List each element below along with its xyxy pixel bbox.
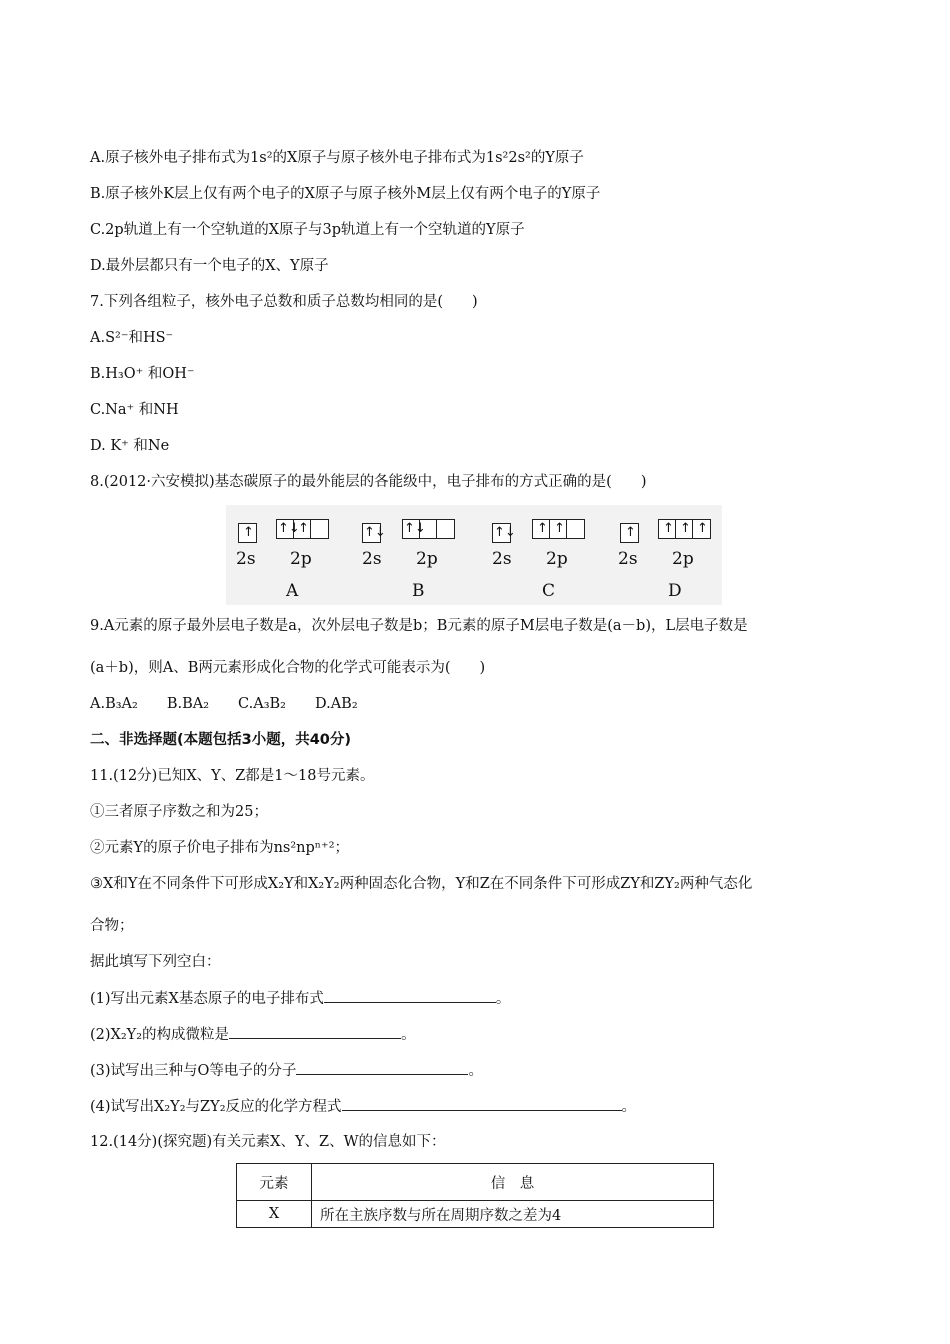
electron-arrow: ↑	[697, 521, 708, 536]
orbital-cell	[693, 520, 710, 538]
electron-arrow: ↑↓	[364, 525, 386, 540]
q11-part-2	[90, 1024, 416, 1045]
q6-option-b: B.原子核外K层上仅有两个电子的X原子与原子核外M层上仅有两个电子的Y原子	[90, 186, 601, 202]
q11-condition-2: ②元素Y的原子价电子排布为ns²npⁿ⁺²；	[90, 840, 350, 856]
q8-stem: 8.(2012·六安模拟)基态碳原子的最外能层的各能级中，电子排布的方式正确的是( )	[90, 474, 647, 490]
period: 。	[468, 1063, 483, 1079]
q7-option-a: A.S²⁻和HS⁻	[90, 330, 174, 346]
orbital-cell	[277, 520, 300, 538]
table-cell: X	[237, 1201, 312, 1228]
electron-arrow: ↑	[680, 521, 691, 536]
electron-arrow: ↑	[537, 521, 548, 536]
2p-label: 2p	[672, 549, 694, 569]
element-info-table	[236, 1163, 714, 1228]
2s-label: 2s	[362, 549, 382, 569]
orbital-cell	[567, 520, 584, 538]
q11-condition-3a: ③X和Y在不同条件下可形成X₂Y和X₂Y₂两种固态化合物，Y和Z在不同条件下可形成ZY和ZY₂两种气态化	[90, 876, 753, 892]
orbital-cell	[659, 520, 676, 538]
2s-orbital-box	[362, 523, 386, 543]
2p-label: 2p	[416, 549, 438, 569]
table-cell: 所在主族序数与所在周期序数之差为4	[312, 1201, 714, 1228]
electron-arrow: ↑	[298, 521, 309, 536]
q11-condition-1: ①三者原子序数之和为25；	[90, 804, 268, 820]
q6-option-c: C.2p轨道上有一个空轨道的X原子与3p轨道上有一个空轨道的Y原子	[90, 222, 525, 238]
period: 。	[621, 1099, 637, 1115]
2p-orbital-box	[532, 519, 585, 539]
q11-part-2-text: (2)X₂Y₂的构成微粒是	[90, 1027, 230, 1043]
electron-arrow: ↑↓	[404, 521, 426, 536]
electron-arrow: ↑	[554, 521, 565, 536]
orbital-cell	[550, 520, 567, 538]
orbital-cell	[533, 520, 550, 538]
orbital-cell	[403, 520, 426, 538]
answer-blank[interactable]	[229, 1024, 401, 1039]
q7-option-d: D. K⁺ 和Ne	[90, 438, 170, 454]
table-row	[237, 1201, 714, 1228]
table-header-cell: 元素	[237, 1164, 312, 1201]
q11-part-3-text: (3)试写出三种与O等电子的分子	[90, 1063, 297, 1079]
2p-orbital-box	[276, 519, 329, 539]
2s-label: 2s	[492, 549, 512, 569]
answer-blank[interactable]	[342, 1096, 622, 1111]
orbital-cell	[420, 520, 437, 538]
q7-stem: 7.下列各组粒子，核外电子总数和质子总数均相同的是( )	[90, 294, 478, 310]
electron-arrow: ↑↓	[494, 525, 516, 540]
2s-label: 2s	[618, 549, 638, 569]
q11-part-3	[90, 1060, 483, 1081]
option-letter: D	[668, 581, 682, 601]
electron-arrow: ↑	[243, 525, 254, 540]
q9-line2: (a＋b)，则A、B两元素形成化合物的化学式可能表示为( )	[90, 660, 486, 676]
orbital-cell	[311, 520, 328, 538]
electron-arrow: ↑	[663, 521, 674, 536]
2s-orbital-box	[492, 523, 516, 543]
period: 。	[495, 991, 511, 1007]
q6-option-a: A.原子核外电子排布式为1s²的X原子与原子核外电子排布式为1s²2s²的Y原子	[90, 150, 584, 166]
2p-orbital-box	[402, 519, 455, 539]
orbital-cell	[621, 524, 638, 542]
q9-line1: 9.A元素的原子最外层电子数是a，次外层电子数是b；B元素的原子M层电子数是(a－b)，L层电子数是	[90, 618, 748, 634]
orbital-cell	[363, 524, 386, 542]
q11-instruction: 据此填写下列空白：	[90, 954, 221, 970]
option-letter: B	[412, 581, 425, 601]
table-header-cell: 信 息	[312, 1164, 714, 1201]
2s-orbital-box	[620, 523, 639, 543]
q11-part-1	[90, 988, 510, 1009]
option-letter: A	[286, 581, 299, 601]
q9-options: A.B₃A₂ B.BA₂ C.A₃B₂ D.AB₂	[90, 696, 358, 712]
orbital-cell	[437, 520, 454, 538]
2s-orbital-box	[238, 523, 257, 543]
q11-part-4	[90, 1096, 636, 1117]
q11-part-1-text: (1)写出元素X基态原子的电子排布式	[90, 991, 324, 1007]
2p-label: 2p	[546, 549, 568, 569]
option-letter: C	[542, 581, 556, 601]
answer-blank[interactable]	[296, 1060, 468, 1075]
orbital-cell	[676, 520, 693, 538]
electron-arrow: ↑	[625, 525, 636, 540]
q11-part-4-text: (4)试写出X₂Y₂与ZY₂反应的化学方程式	[90, 1099, 342, 1115]
answer-blank[interactable]	[324, 988, 496, 1003]
q11-condition-3b: 合物；	[90, 918, 134, 934]
orbital-diagram-figure	[226, 505, 722, 605]
q11-stem: 11.(12分)已知X、Y、Z都是1～18号元素。	[90, 768, 375, 784]
q7-option-b: B.H₃O⁺ 和OH⁻	[90, 366, 195, 382]
orbital-cell	[239, 524, 256, 542]
2p-orbital-box	[658, 519, 711, 539]
period: 。	[401, 1027, 416, 1043]
orbital-cell	[294, 520, 311, 538]
q7-option-c: C.Na⁺ 和NH	[90, 402, 179, 418]
2p-label: 2p	[290, 549, 312, 569]
q12-stem: 12.(14分)(探究题)有关元素X、Y、Z、W的信息如下：	[90, 1134, 446, 1150]
2s-label: 2s	[236, 549, 256, 569]
section-heading: 二、非选择题(本题包括3小题，共40分)	[90, 732, 352, 748]
q6-option-d: D.最外层都只有一个电子的X、Y原子	[90, 258, 329, 274]
electron-arrow: ↑↓	[278, 521, 300, 536]
orbital-cell	[493, 524, 516, 542]
table-header-row	[237, 1164, 714, 1201]
